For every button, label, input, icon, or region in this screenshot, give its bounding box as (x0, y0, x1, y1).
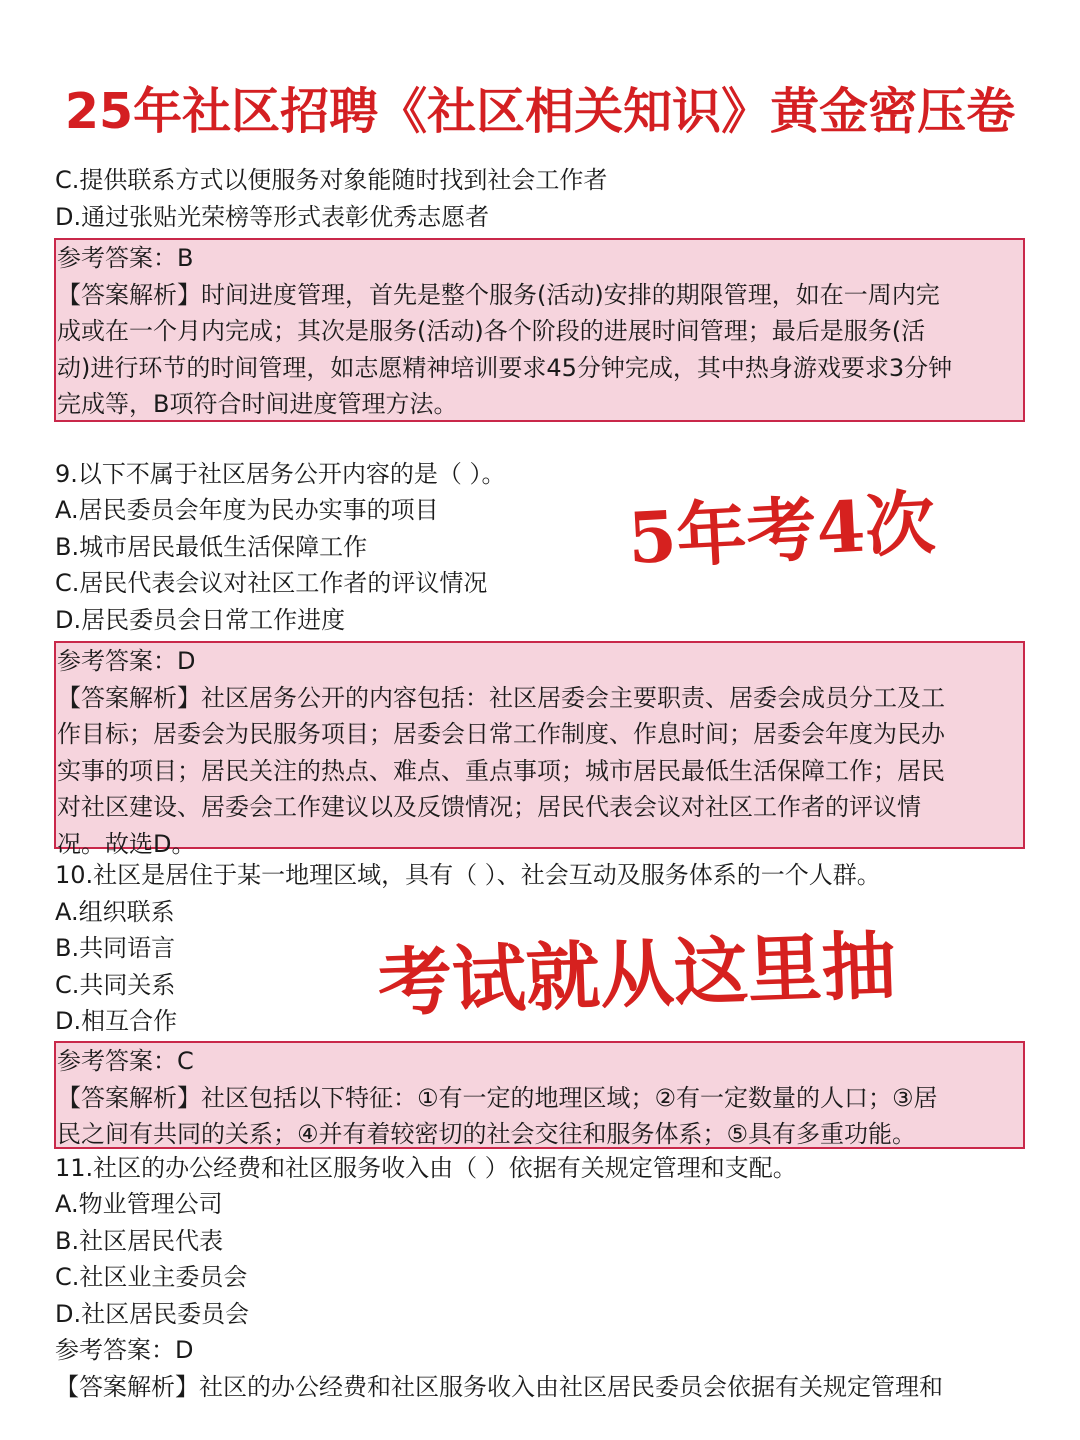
q10-analysis-line: 【答案解析】社区包括以下特征：①有一定的地理区域；②有一定数量的人口；③居 (57, 1083, 938, 1112)
q9-option-b: B.城市居民最低生活保障工作 (55, 533, 368, 561)
q9-analysis-line: 作目标；居委会为民服务项目；居委会日常工作制度、作息时间；居委会年度为民办 (57, 720, 945, 748)
q10-question: 10.社区是居住于某一地理区域，具有（ ）、社会互动及服务体系的一个人群。 (55, 861, 881, 889)
q11-option-a: A.物业管理公司 (55, 1190, 223, 1218)
q10-answer-box (54, 1041, 1025, 1149)
q9-question: 9.以下不属于社区居务公开内容的是（ ）。 (55, 460, 506, 488)
q11-answer: 参考答案：D (55, 1336, 194, 1364)
page-title: 25年社区招聘《社区相关知识》黄金密压卷 (64, 83, 1016, 140)
q11-question: 11.社区的办公经费和社区服务收入由（ ）依据有关规定管理和支配。 (55, 1154, 797, 1182)
q8-analysis-line: 【答案解析】时间进度管理，首先是整个服务(活动)安排的期限管理，如在一周内完 (57, 280, 940, 309)
q9-option-d: D.居民委员会日常工作进度 (55, 606, 346, 634)
q9-analysis-line: 实事的项目；居民关注的热点、难点、重点事项；城市居民最低生活保障工作；居民 (57, 756, 945, 785)
q8-option-c: C.提供联系方式以便服务对象能随时找到社会工作者 (55, 166, 608, 194)
q10-option-a: A.组织联系 (55, 898, 175, 926)
q10-analysis-line: 民之间有共同的关系；④并有着较密切的社会交往和服务体系；⑤具有多重功能。 (57, 1120, 917, 1148)
q9-option-c: C.居民代表会议对社区工作者的评议情况 (55, 569, 488, 597)
q11-analysis-line: 【答案解析】社区的办公经费和社区服务收入由社区居民委员会依据有关规定管理和 (55, 1373, 943, 1401)
q8-option-d: D.通过张贴光荣榜等形式表彰优秀志愿者 (55, 203, 490, 231)
handwritten-note-source: 考试就从这里抽 (376, 922, 898, 1027)
q8-analysis-line: 动)进行环节的时间管理，如志愿精神培训要求45分钟完成，其中热身游戏要求3分钟 (57, 353, 953, 382)
q11-option-c: C.社区业主委员会 (55, 1263, 248, 1291)
q9-option-a: A.居民委员会年度为民办实事的项目 (55, 496, 439, 524)
q9-analysis-line: 【答案解析】社区居务公开的内容包括：社区居委会主要职责、居委会成员分工及工 (57, 683, 945, 712)
q9-analysis-line: 况。故选D。 (57, 829, 196, 858)
q11-option-b: B.社区居民代表 (55, 1227, 224, 1255)
q9-analysis-line: 对社区建设、居委会工作建议以及反馈情况；居民代表会议对社区工作者的评议情 (57, 793, 921, 821)
handwritten-note-frequency: 5年考4次 (625, 480, 938, 580)
q8-analysis-line: 完成等，B项符合时间进度管理方法。 (57, 390, 458, 418)
q9-answer: 参考答案：D (57, 647, 196, 675)
q10-answer: 参考答案：C (57, 1047, 194, 1075)
q11-option-d: D.社区居民委员会 (55, 1300, 250, 1328)
q8-answer-box (54, 238, 1025, 422)
q9-answer-box (54, 641, 1025, 858)
q10-option-c: C.共同关系 (55, 971, 176, 999)
q10-option-b: B.共同语言 (55, 934, 176, 962)
q10-option-d: D.相互合作 (55, 1007, 178, 1035)
q8-answer: 参考答案：B (57, 244, 194, 272)
q8-analysis-line: 成或在一个月内完成；其次是服务(活动)各个阶段的进展时间管理；最后是服务(活 (57, 317, 926, 345)
